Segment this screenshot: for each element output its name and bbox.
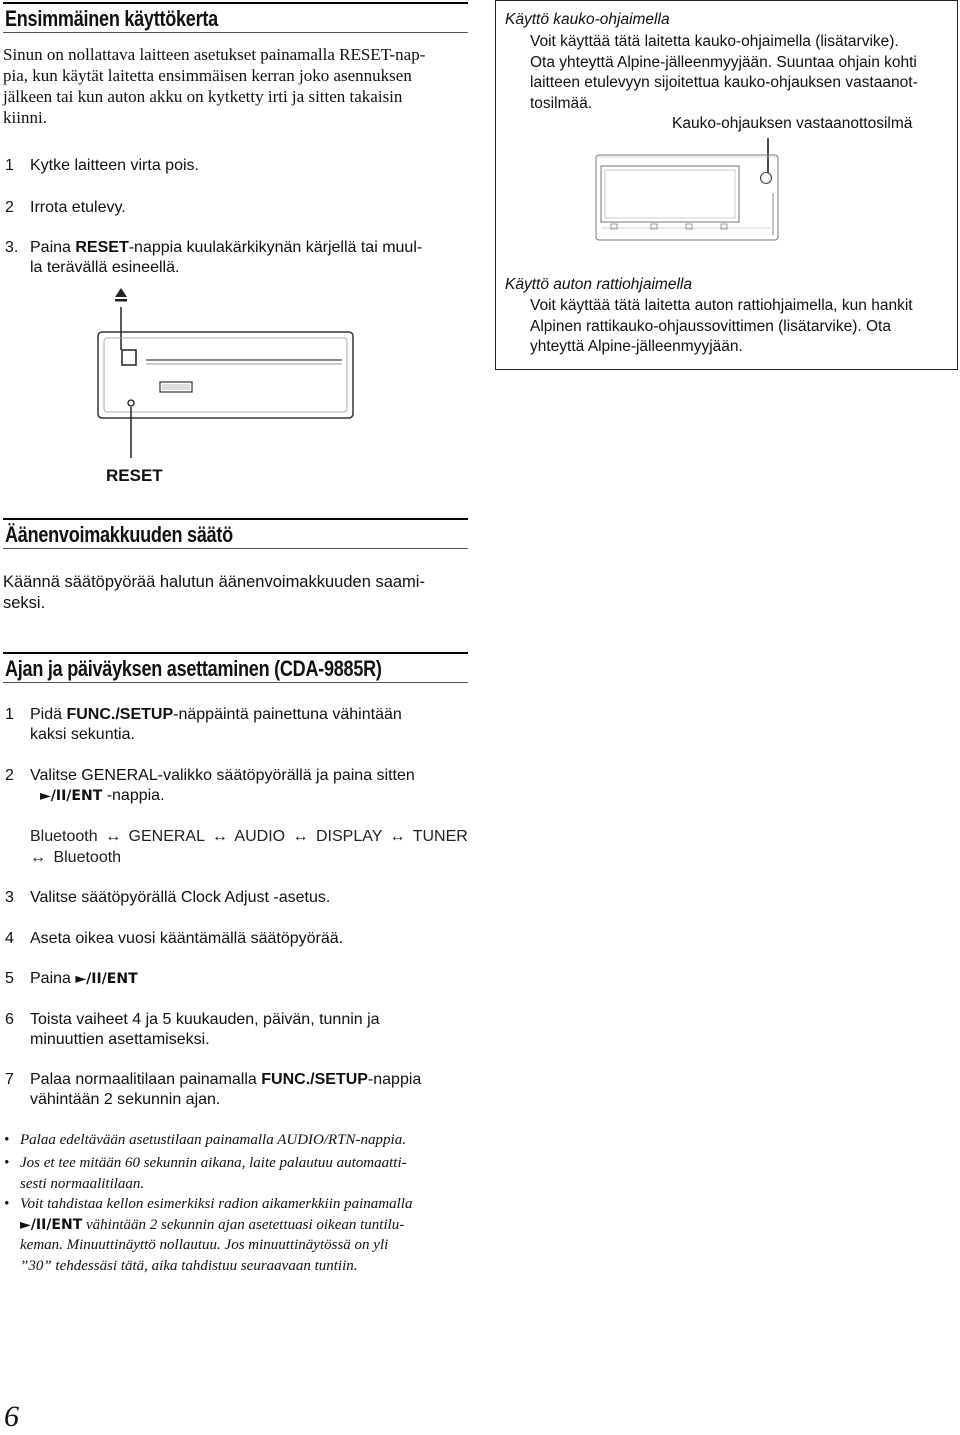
intro-paragraph: Sinun on nollattava laitteen asetukset painamalla RESET-nap- pia, kun käytät laitetta ensimmäisen kerran joko asennuksen jälkeen tai kun auton akku on kytketty irti ja sitten takaisin kiinni. (3, 45, 426, 127)
bidirectional-arrow-icon: ↔ (211, 828, 228, 845)
section-title: Äänenvoimakkuuden säätö (5, 522, 233, 547)
section-header-first-use (3, 2, 468, 33)
sensor-eye (761, 173, 772, 184)
play-pause-enter-symbol: ►/II/ENT (75, 971, 138, 987)
reset-label: RESET (106, 466, 163, 485)
front-panel-diagram (591, 133, 791, 248)
menu-sequence: Bluetooth ↔ GENERAL ↔ AUDIO ↔ DISPLAY ↔ TUNER ↔ Bluetooth (30, 828, 468, 866)
volume-paragraph: Käännä säätöpyörää halutun äänenvoimakkuuden saami- seksi. (3, 573, 425, 612)
section-header-volume (3, 518, 468, 549)
play-pause-enter-symbol: ►/II/ENT (40, 788, 103, 804)
bidirectional-arrow-icon: ↔ (105, 828, 122, 845)
section-title: Ensimmäinen käyttökerta (5, 6, 218, 31)
play-pause-enter-symbol: ►/II/ENT (20, 1216, 83, 1233)
section-title: Ajan ja päiväyksen asettaminen (CDA-9885R) (5, 656, 382, 681)
bidirectional-arrow-icon: ↔ (292, 828, 309, 845)
bidirectional-arrow-icon: ↔ (389, 828, 406, 845)
unit-front-diagram (80, 280, 380, 490)
bidirectional-arrow-icon: ↔ (30, 848, 46, 866)
page-number: 6 (4, 1400, 19, 1433)
section-header-clock (3, 652, 468, 683)
steering-heading: Käyttö auton rattiohjaimella (505, 276, 692, 293)
remote-heading: Käyttö kauko-ohjaimella (505, 11, 670, 28)
steering-paragraph: Voit käyttää tätä laitetta auton rattiohjaimella, kun hankit Alpinen rattikauko-ohjaussovittimen (lisätarvike). Ota yhteyttä Alpine-jälleenmyyjään. (530, 297, 913, 355)
sensor-label: Kauko-ohjauksen vastaanottosilmä (672, 115, 913, 132)
remote-paragraph: Voit käyttää tätä laitetta kauko-ohjaimella (lisätarvike). Ota yhteyttä Alpine-jälleenmyyjään. Suuntaa ohjain kohti laitteen etulevyyn sijoitettua kauko-ohjauksen vastaanot- tosilmää. (530, 33, 918, 112)
reset-hole (128, 400, 134, 406)
eject-icon (115, 288, 127, 302)
eject-button (122, 350, 136, 365)
remote-control-info-box (495, 0, 958, 370)
